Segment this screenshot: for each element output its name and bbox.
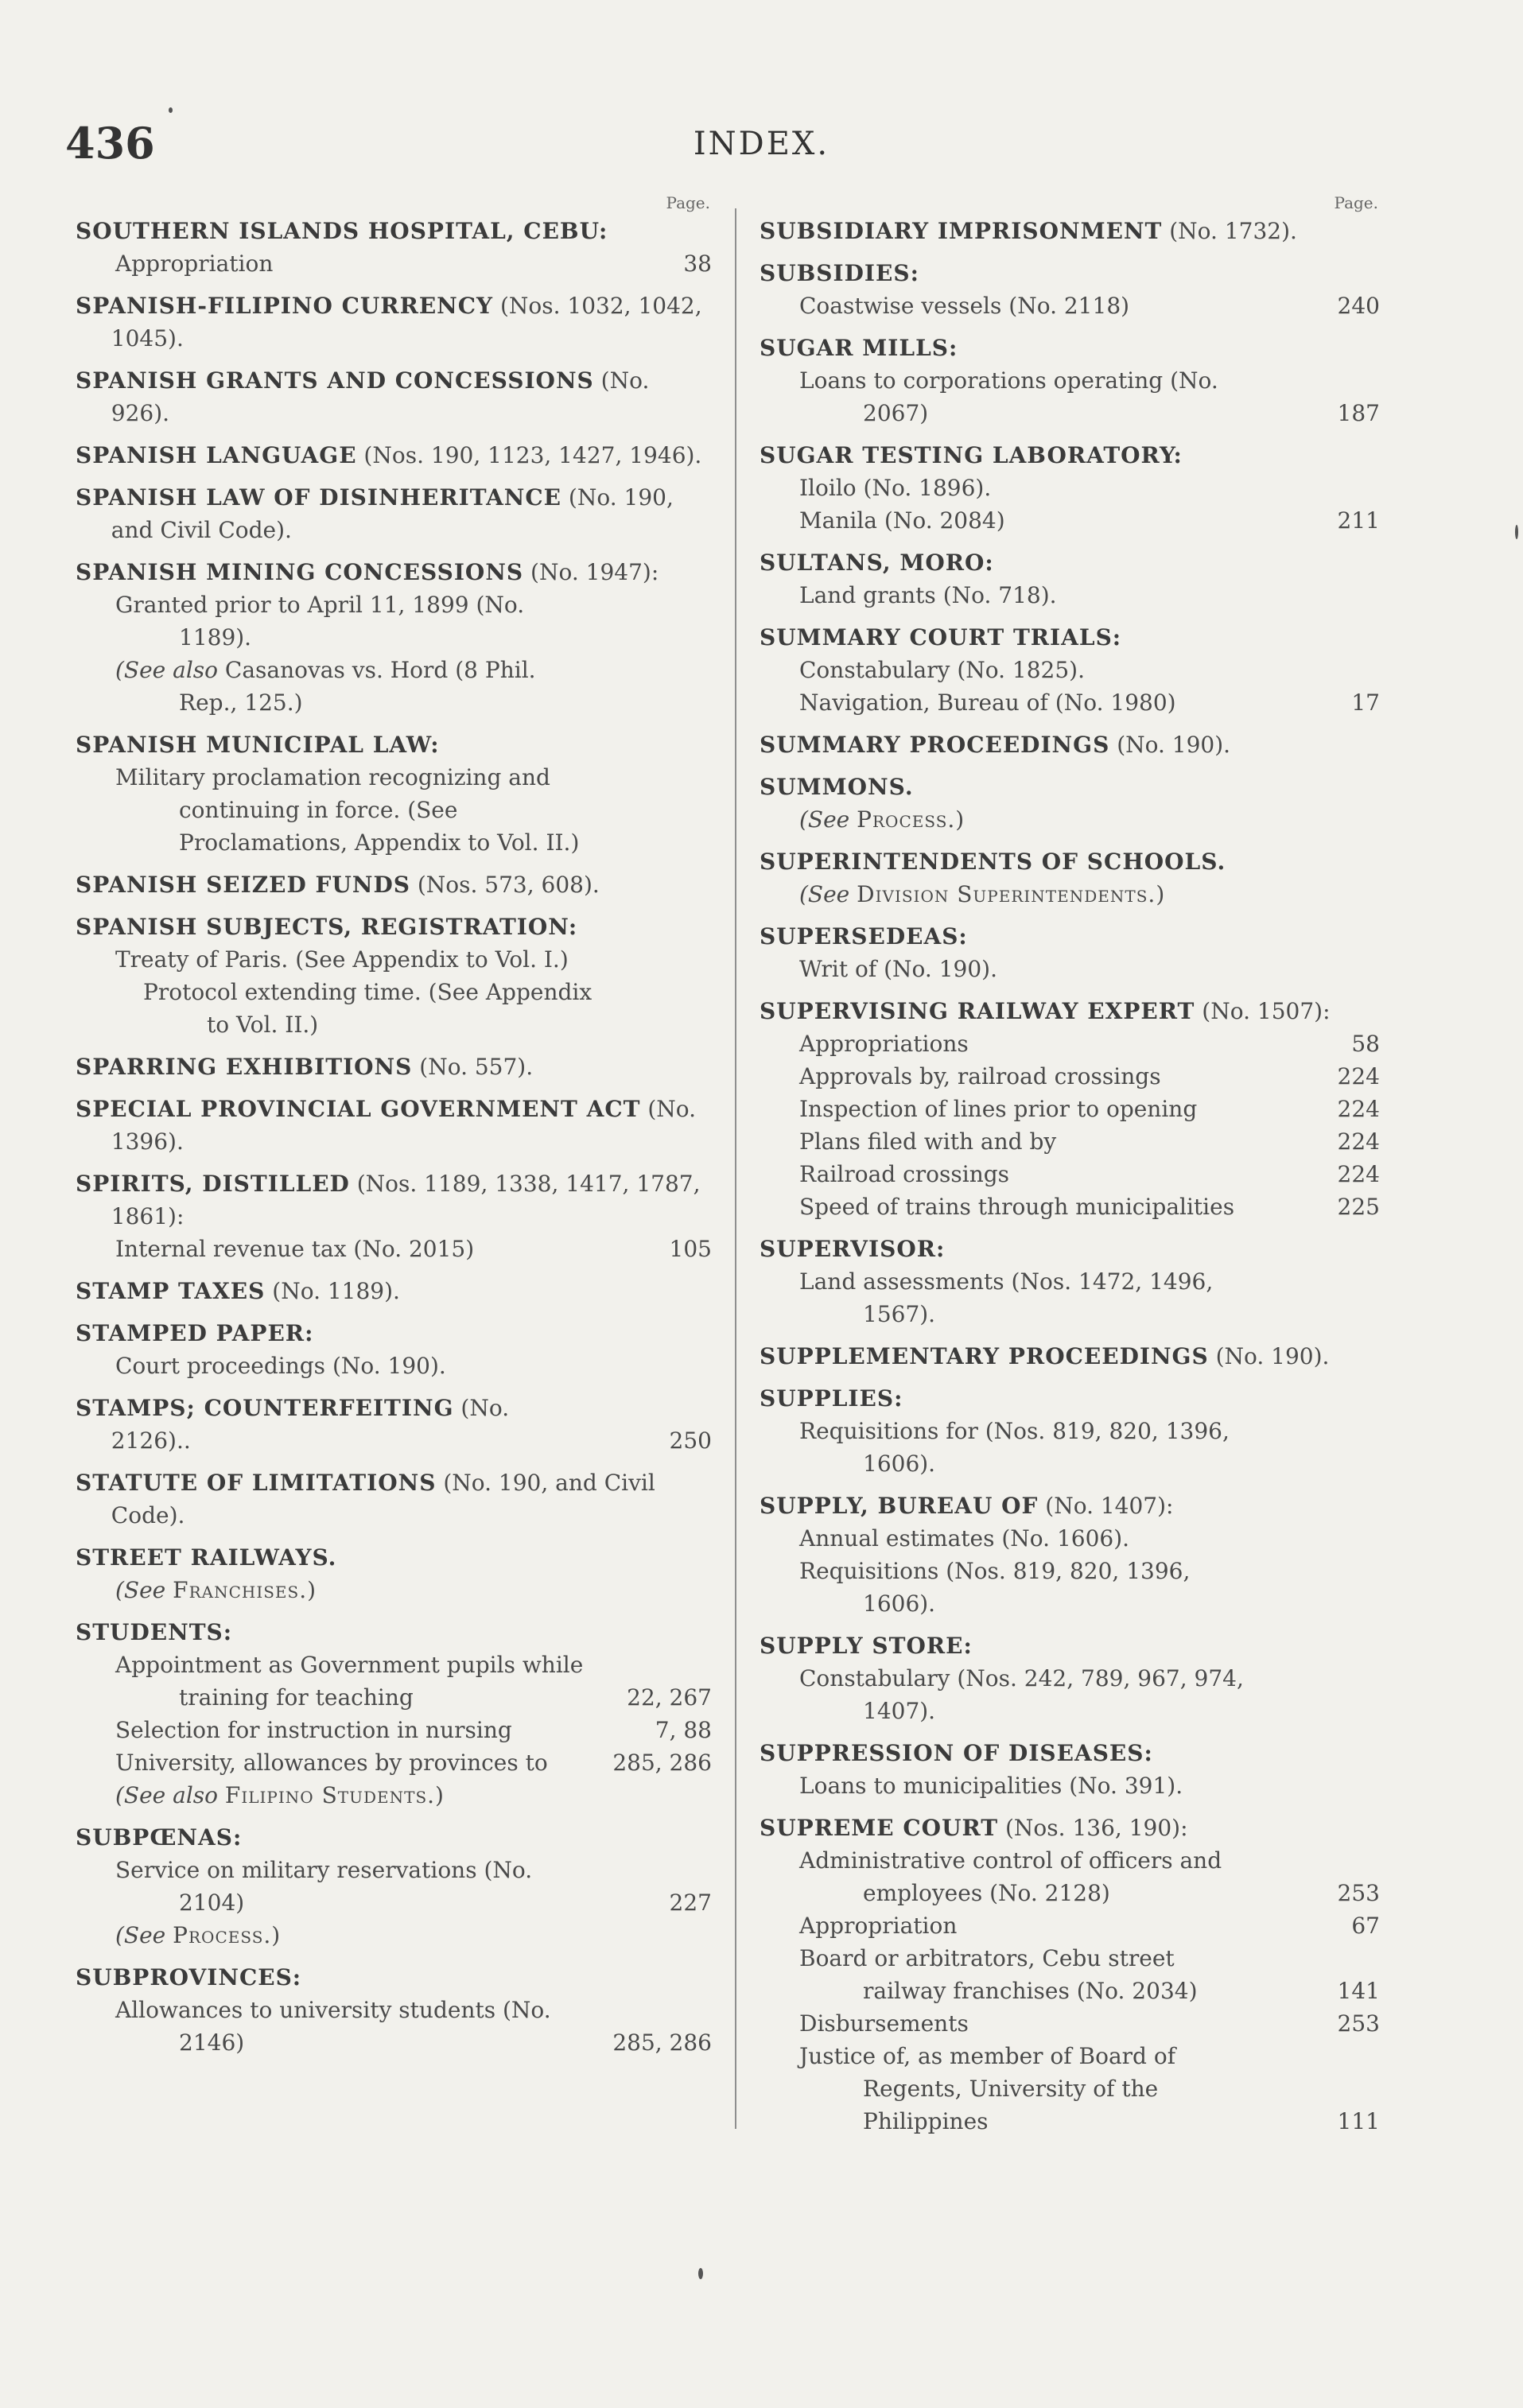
entry-heading: SOUTHERN ISLANDS HOSPITAL, CEBU:: [76, 218, 608, 244]
entry-heading: SUPPLY STORE:: [760, 1633, 973, 1659]
subentry-text: University, allowances by provinces to: [115, 1750, 548, 1776]
index-entry: [760, 257, 1380, 322]
scan-speck: [1515, 525, 1518, 539]
index-entry: [760, 1382, 1380, 1480]
entry-heading: SUPREME COURT: [760, 1815, 999, 1841]
page-column-label: Page.: [666, 193, 710, 212]
index-entry: [760, 728, 1380, 761]
subentry-text: Allowances to university students (No. 2146): [115, 1997, 551, 2056]
subentry: [76, 1574, 712, 1606]
entry-heading-line: [760, 1382, 1380, 1415]
page-reference: 227: [669, 1890, 712, 1916]
entry-heading-line: [76, 1616, 712, 1649]
entry-heading-line: [760, 621, 1380, 654]
entry-heading: SUPPLIES:: [760, 1385, 903, 1412]
index-entry: [76, 1821, 712, 1952]
index-entry: [76, 289, 712, 355]
see-also-prefix: (See: [799, 881, 857, 907]
index-entry: [76, 1392, 712, 1457]
subentry-text: Iloilo (No. 1896).: [799, 475, 992, 501]
cross-reference: Process.): [857, 806, 965, 833]
index-entry: [76, 1616, 712, 1812]
entry-heading: SUPPRESSION OF DISEASES:: [760, 1740, 1153, 1766]
entry-references: (No. 190).: [1109, 732, 1231, 758]
subentry: [760, 472, 1380, 504]
subentry: [760, 504, 1380, 537]
page-reference: 285, 286: [612, 2029, 712, 2056]
right-column: [760, 191, 1380, 2147]
page-reference: 211: [1337, 507, 1380, 534]
subentry: [760, 803, 1380, 836]
index-entry: [76, 1961, 712, 2059]
entry-heading-line: [760, 332, 1380, 364]
subentry-text: Selection for instruction in nursing: [115, 1717, 512, 1743]
running-head: INDEX.: [693, 126, 830, 162]
entry-heading-line: [76, 1317, 712, 1350]
entry-heading-line: [760, 1737, 1380, 1769]
subentry-text: Requisitions (Nos. 819, 820, 1396, 1606).: [799, 1558, 1191, 1617]
subentry: [76, 1919, 712, 1952]
cross-reference: Division Superintendents.): [857, 881, 1166, 907]
index-entry: [76, 868, 712, 901]
index-entry: [760, 546, 1380, 612]
page-reference: 224: [1337, 1161, 1380, 1187]
page-reference: 58: [1351, 1031, 1380, 1057]
index-entry: [76, 1167, 712, 1265]
page-reference: 141: [1337, 1978, 1380, 2004]
subentry-text: Coastwise vessels (No. 2118): [799, 293, 1130, 319]
entry-references: (Nos. 136, 190):: [998, 1815, 1188, 1841]
entry-references: (Nos. 1032, 1042, 1045).: [111, 293, 702, 351]
entry-heading-line: [76, 1051, 712, 1083]
entry-references: (Nos. 1189, 1338, 1417, 1787, 1861):: [111, 1171, 701, 1229]
index-entry: [76, 556, 712, 719]
entry-heading: SUPERVISOR:: [760, 1236, 946, 1262]
page-column-label: Page.: [1334, 193, 1378, 212]
page-reference: 253: [1337, 2010, 1380, 2037]
entry-references: (No. 1947):: [523, 559, 659, 585]
index-entry: [760, 1629, 1380, 1727]
see-also-prefix: (See: [115, 1922, 173, 1948]
index-entry: [76, 1051, 712, 1083]
entry-references: (No. 190, and Civil Code).: [111, 1470, 655, 1528]
entry-heading: SPIRITS, DISTILLED: [76, 1171, 350, 1197]
index-entry: [760, 920, 1380, 985]
index-entry: [76, 215, 712, 280]
page-reference: 285, 286: [612, 1750, 712, 1776]
index-entry: [760, 439, 1380, 537]
subentry: [76, 1233, 712, 1265]
entry-heading-line: [76, 215, 712, 247]
index-entry: [76, 439, 712, 472]
entry-heading: SUPERINTENDENTS OF SCHOOLS.: [760, 849, 1226, 875]
index-entry: [76, 364, 712, 429]
left-column: [76, 191, 712, 2068]
cross-reference: Franchises.): [173, 1577, 317, 1603]
index-entry: [76, 1275, 712, 1307]
entry-heading: SPANISH-FILIPINO CURRENCY: [76, 293, 494, 319]
subentry-text: Manila (No. 2084): [799, 507, 1005, 534]
subentry: [760, 364, 1380, 429]
subentry: [760, 1555, 1380, 1620]
subentry-text: Internal revenue tax (No. 2015): [115, 1236, 475, 1262]
subentry-text: Protocol extending time. (See Appendix to Vol. II.): [143, 979, 592, 1038]
entry-heading: STAMPS; COUNTERFEITING: [76, 1395, 454, 1421]
entry-heading-line: [76, 1821, 712, 1854]
subentry: [760, 686, 1380, 719]
subentry: [760, 2040, 1380, 2138]
entry-references: (No. 926).: [111, 367, 650, 426]
entry-heading-line: [76, 1466, 712, 1532]
column-rule: [735, 208, 736, 2129]
index-entry: [76, 1093, 712, 1158]
entry-heading: SUPERVISING RAILWAY EXPERT: [760, 998, 1195, 1024]
index-entry: [760, 995, 1380, 1223]
subentry: [76, 1746, 712, 1779]
entry-heading: STREET RAILWAYS.: [76, 1544, 337, 1571]
index-entry: [760, 845, 1380, 911]
page-number: 436: [65, 118, 155, 169]
index-entry: [760, 621, 1380, 719]
see-also-prefix: (See: [799, 806, 857, 833]
entry-heading: SPARRING EXHIBITIONS: [76, 1054, 413, 1080]
index-entry: [76, 481, 712, 546]
entry-heading-line: [760, 1812, 1380, 1844]
index-entry: [760, 1489, 1380, 1620]
entry-heading: SUBPROVINCES:: [76, 1964, 302, 1990]
index-entry: [760, 1233, 1380, 1330]
entry-heading-line: [76, 1167, 712, 1233]
subentry-text: Writ of (No. 190).: [799, 956, 997, 982]
entry-heading-line: [760, 920, 1380, 953]
entry-heading-line: [760, 845, 1380, 878]
page-reference: 240: [1337, 293, 1380, 319]
entry-heading-line: [760, 257, 1380, 289]
subentry: [760, 1415, 1380, 1480]
page-reference: 224: [1337, 1096, 1380, 1122]
entry-heading: SPANISH SUBJECTS, REGISTRATION:: [76, 914, 578, 940]
subentry-text: Requisitions for (Nos. 819, 820, 1396, 1606).: [799, 1418, 1230, 1477]
page-reference: 105: [669, 1236, 712, 1262]
entry-heading-line: [76, 1541, 712, 1574]
see-also-prefix: (See also: [115, 657, 225, 683]
subentry-text: Loans to corporations operating (No. 2067): [799, 367, 1218, 426]
entry-heading: SUPERSEDEAS:: [760, 923, 968, 950]
subentry: [76, 247, 712, 280]
subentry-text: Disbursements: [799, 2010, 969, 2037]
entry-heading: STUDENTS:: [76, 1619, 233, 1645]
subentry-text: Military proclamation recognizing and continuing in force. (See Proclamations, Appendix to Vol. II.): [115, 764, 580, 856]
entry-heading-line: [76, 556, 712, 588]
entry-heading: SULTANS, MORO:: [760, 550, 994, 576]
entry-heading: SPANISH GRANTS AND CONCESSIONS: [76, 367, 594, 394]
subentry: [76, 588, 712, 654]
subentry-text: Navigation, Bureau of (No. 1980): [799, 689, 1176, 716]
entry-references: (No. 1732).: [1162, 218, 1297, 244]
entry-heading: STAMP TAXES: [76, 1278, 266, 1304]
subentry: [760, 1158, 1380, 1190]
subentry-text: Plans filed with and by: [799, 1128, 1057, 1155]
subentry-text: Court proceedings (No. 190).: [115, 1353, 446, 1379]
page-reference: 225: [1337, 1194, 1380, 1220]
page-reference: 111: [1337, 2108, 1380, 2134]
entry-references: (No. 2126)..: [111, 1395, 510, 1454]
subentry: [760, 2007, 1380, 2040]
subentry-text: Land grants (No. 718).: [799, 582, 1057, 608]
entry-heading-line: [76, 439, 712, 472]
subentry: [76, 976, 712, 1041]
index-entry: [76, 1541, 712, 1606]
subentry-text: Appropriations: [799, 1031, 969, 1057]
index-entry: [76, 1466, 712, 1532]
index-entry: [760, 1737, 1380, 1802]
entry-heading-line: [760, 728, 1380, 761]
subentry: [76, 1779, 712, 1812]
entry-heading-line: [76, 728, 712, 761]
subentry-text: Appropriation: [115, 251, 274, 277]
index-entry: [760, 215, 1380, 247]
entry-references: (Nos. 190, 1123, 1427, 1946).: [356, 442, 702, 468]
entry-heading-line: [76, 289, 712, 355]
index-entry: [760, 1340, 1380, 1373]
subentry-text: Board or arbitrators, Cebu street railway franchises (No. 2034): [799, 1945, 1198, 2004]
page-reference: 253: [1337, 1880, 1380, 1906]
entry-heading-line: [760, 1340, 1380, 1373]
page-reference: 22, 267: [627, 1684, 712, 1711]
subentry-text: Appropriation: [799, 1913, 958, 1939]
subentry-text: Appointment as Government pupils while training for teaching: [115, 1652, 584, 1711]
entry-heading: SUMMARY COURT TRIALS:: [760, 624, 1122, 651]
entry-heading-line: [760, 215, 1380, 247]
entry-references: (No. 1189).: [265, 1278, 400, 1304]
subentry-text: Casanovas vs. Hord (8 Phil. Rep., 125.): [179, 657, 536, 716]
page-reference: 250: [669, 1427, 712, 1454]
entry-heading-line: [760, 995, 1380, 1027]
entry-heading-line: [760, 1233, 1380, 1265]
entry-heading: SPANISH MINING CONCESSIONS: [76, 559, 524, 585]
page-reference: 224: [1337, 1128, 1380, 1155]
subentry: [760, 1190, 1380, 1223]
entry-heading-line: [760, 771, 1380, 803]
subentry: [760, 289, 1380, 322]
entry-heading-line: [760, 1629, 1380, 1662]
entry-heading-line: [76, 911, 712, 943]
subentry: [76, 1350, 712, 1382]
entry-references: (No. 557).: [412, 1054, 534, 1080]
subentry: [760, 1093, 1380, 1125]
subentry: [76, 654, 712, 719]
page-reference: 67: [1351, 1913, 1380, 1939]
subentry: [760, 579, 1380, 612]
subentry: [76, 761, 712, 859]
subentry-text: Service on military reservations (No. 2104): [115, 1857, 533, 1916]
entry-heading-line: [76, 1093, 712, 1158]
entry-references: (No. 1507):: [1195, 998, 1331, 1024]
index-entry: [760, 771, 1380, 836]
entry-heading-line: [760, 546, 1380, 579]
subentry-text: Treaty of Paris. (See Appendix to Vol. I.): [115, 946, 569, 973]
subentry: [760, 1522, 1380, 1555]
entry-heading-line: [76, 1961, 712, 1994]
subentry-text: Speed of trains through municipalities: [799, 1194, 1235, 1220]
entry-heading-line: [76, 481, 712, 546]
entry-heading: SUBPŒNAS:: [76, 1824, 243, 1851]
subentry-text: Administrative control of officers and employees (No. 2128): [799, 1847, 1222, 1906]
subentry: [760, 1942, 1380, 2007]
subentry: [760, 1125, 1380, 1158]
index-entry: [760, 1812, 1380, 2138]
subentry: [760, 878, 1380, 911]
cross-reference: Filipino Students.): [224, 1782, 445, 1808]
entry-heading: SPANISH SEIZED FUNDS: [76, 872, 410, 898]
entry-heading: SUBSIDIES:: [760, 260, 919, 286]
see-also-prefix: (See: [115, 1577, 173, 1603]
subentry: [760, 1060, 1380, 1093]
subentry: [760, 1027, 1380, 1060]
scan-speck: [698, 2268, 703, 2279]
entry-references: (No. 1407):: [1038, 1493, 1174, 1519]
subentry-text: Loans to municipalities (No. 391).: [799, 1773, 1183, 1799]
index-entry: [76, 911, 712, 1041]
index-entry: [76, 1317, 712, 1382]
subentry: [760, 1769, 1380, 1802]
entry-heading: SUPPLEMENTARY PROCEEDINGS: [760, 1343, 1209, 1369]
entry-heading-line: [760, 439, 1380, 472]
entry-heading: SUGAR MILLS:: [760, 335, 958, 361]
subentry: [760, 953, 1380, 985]
entry-heading-line: [76, 364, 712, 429]
entry-heading: SUMMONS.: [760, 774, 914, 800]
subentry: [76, 943, 712, 976]
subentry: [760, 1909, 1380, 1942]
entry-references: (Nos. 573, 608).: [410, 872, 600, 898]
subentry-text: Railroad crossings: [799, 1161, 1010, 1187]
subentry-text: Annual estimates (No. 1606).: [799, 1525, 1130, 1552]
entry-heading: SPANISH MUNICIPAL LAW:: [76, 732, 440, 758]
subentry: [76, 1714, 712, 1746]
entry-heading: SUPPLY, BUREAU OF: [760, 1493, 1039, 1519]
entry-heading: STAMPED PAPER:: [76, 1320, 314, 1346]
page-reference: 7, 88: [655, 1717, 712, 1743]
entry-heading: STATUTE OF LIMITATIONS: [76, 1470, 437, 1496]
subentry-text: Justice of, as member of Board of Regents, University of the Philippines: [799, 2043, 1176, 2134]
subentry: [76, 1649, 712, 1714]
entry-heading: SPECIAL PROVINCIAL GOVERNMENT ACT: [76, 1096, 641, 1122]
subentry: [760, 1265, 1380, 1330]
subentry-text: Land assessments (Nos. 1472, 1496, 1567).: [799, 1268, 1214, 1327]
subentry-text: Granted prior to April 11, 1899 (No. 1189).: [115, 592, 525, 651]
entry-heading-line: [76, 1392, 712, 1457]
entry-heading: SUBSIDIARY IMPRISONMENT: [760, 218, 1163, 244]
entry-references: (No. 1396).: [111, 1096, 697, 1155]
subentry: [76, 1854, 712, 1919]
page-reference: 224: [1337, 1063, 1380, 1089]
subentry: [76, 1994, 712, 2059]
subentry: [760, 1844, 1380, 1909]
page-reference: 38: [683, 251, 712, 277]
entry-heading: SUMMARY PROCEEDINGS: [760, 732, 1110, 758]
entry-heading-line: [76, 1275, 712, 1307]
page-reference: 187: [1337, 400, 1380, 426]
entry-heading: SPANISH LANGUAGE: [76, 442, 357, 468]
subentry-text: Constabulary (No. 1825).: [799, 657, 1086, 683]
entry-references: (No. 190, and Civil Code).: [111, 484, 674, 543]
page-reference: 17: [1351, 689, 1380, 716]
entry-heading: SUGAR TESTING LABORATORY:: [760, 442, 1183, 468]
scan-speck: [169, 107, 173, 113]
index-entry: [76, 728, 712, 859]
index-entry: [760, 332, 1380, 429]
subentry: [760, 1662, 1380, 1727]
subentry: [760, 654, 1380, 686]
subentry-text: Approvals by, railroad crossings: [799, 1063, 1161, 1089]
cross-reference: Process.): [173, 1922, 282, 1948]
subentry-text: Inspection of lines prior to opening: [799, 1096, 1198, 1122]
entry-heading-line: [760, 1489, 1380, 1522]
entry-heading-line: [76, 868, 712, 901]
subentry-text: Constabulary (Nos. 242, 789, 967, 974, 1407).: [799, 1665, 1244, 1724]
entry-heading: SPANISH LAW OF DISINHERITANCE: [76, 484, 562, 511]
see-also-prefix: (See also: [115, 1782, 225, 1808]
entry-references: (No. 190).: [1208, 1343, 1330, 1369]
